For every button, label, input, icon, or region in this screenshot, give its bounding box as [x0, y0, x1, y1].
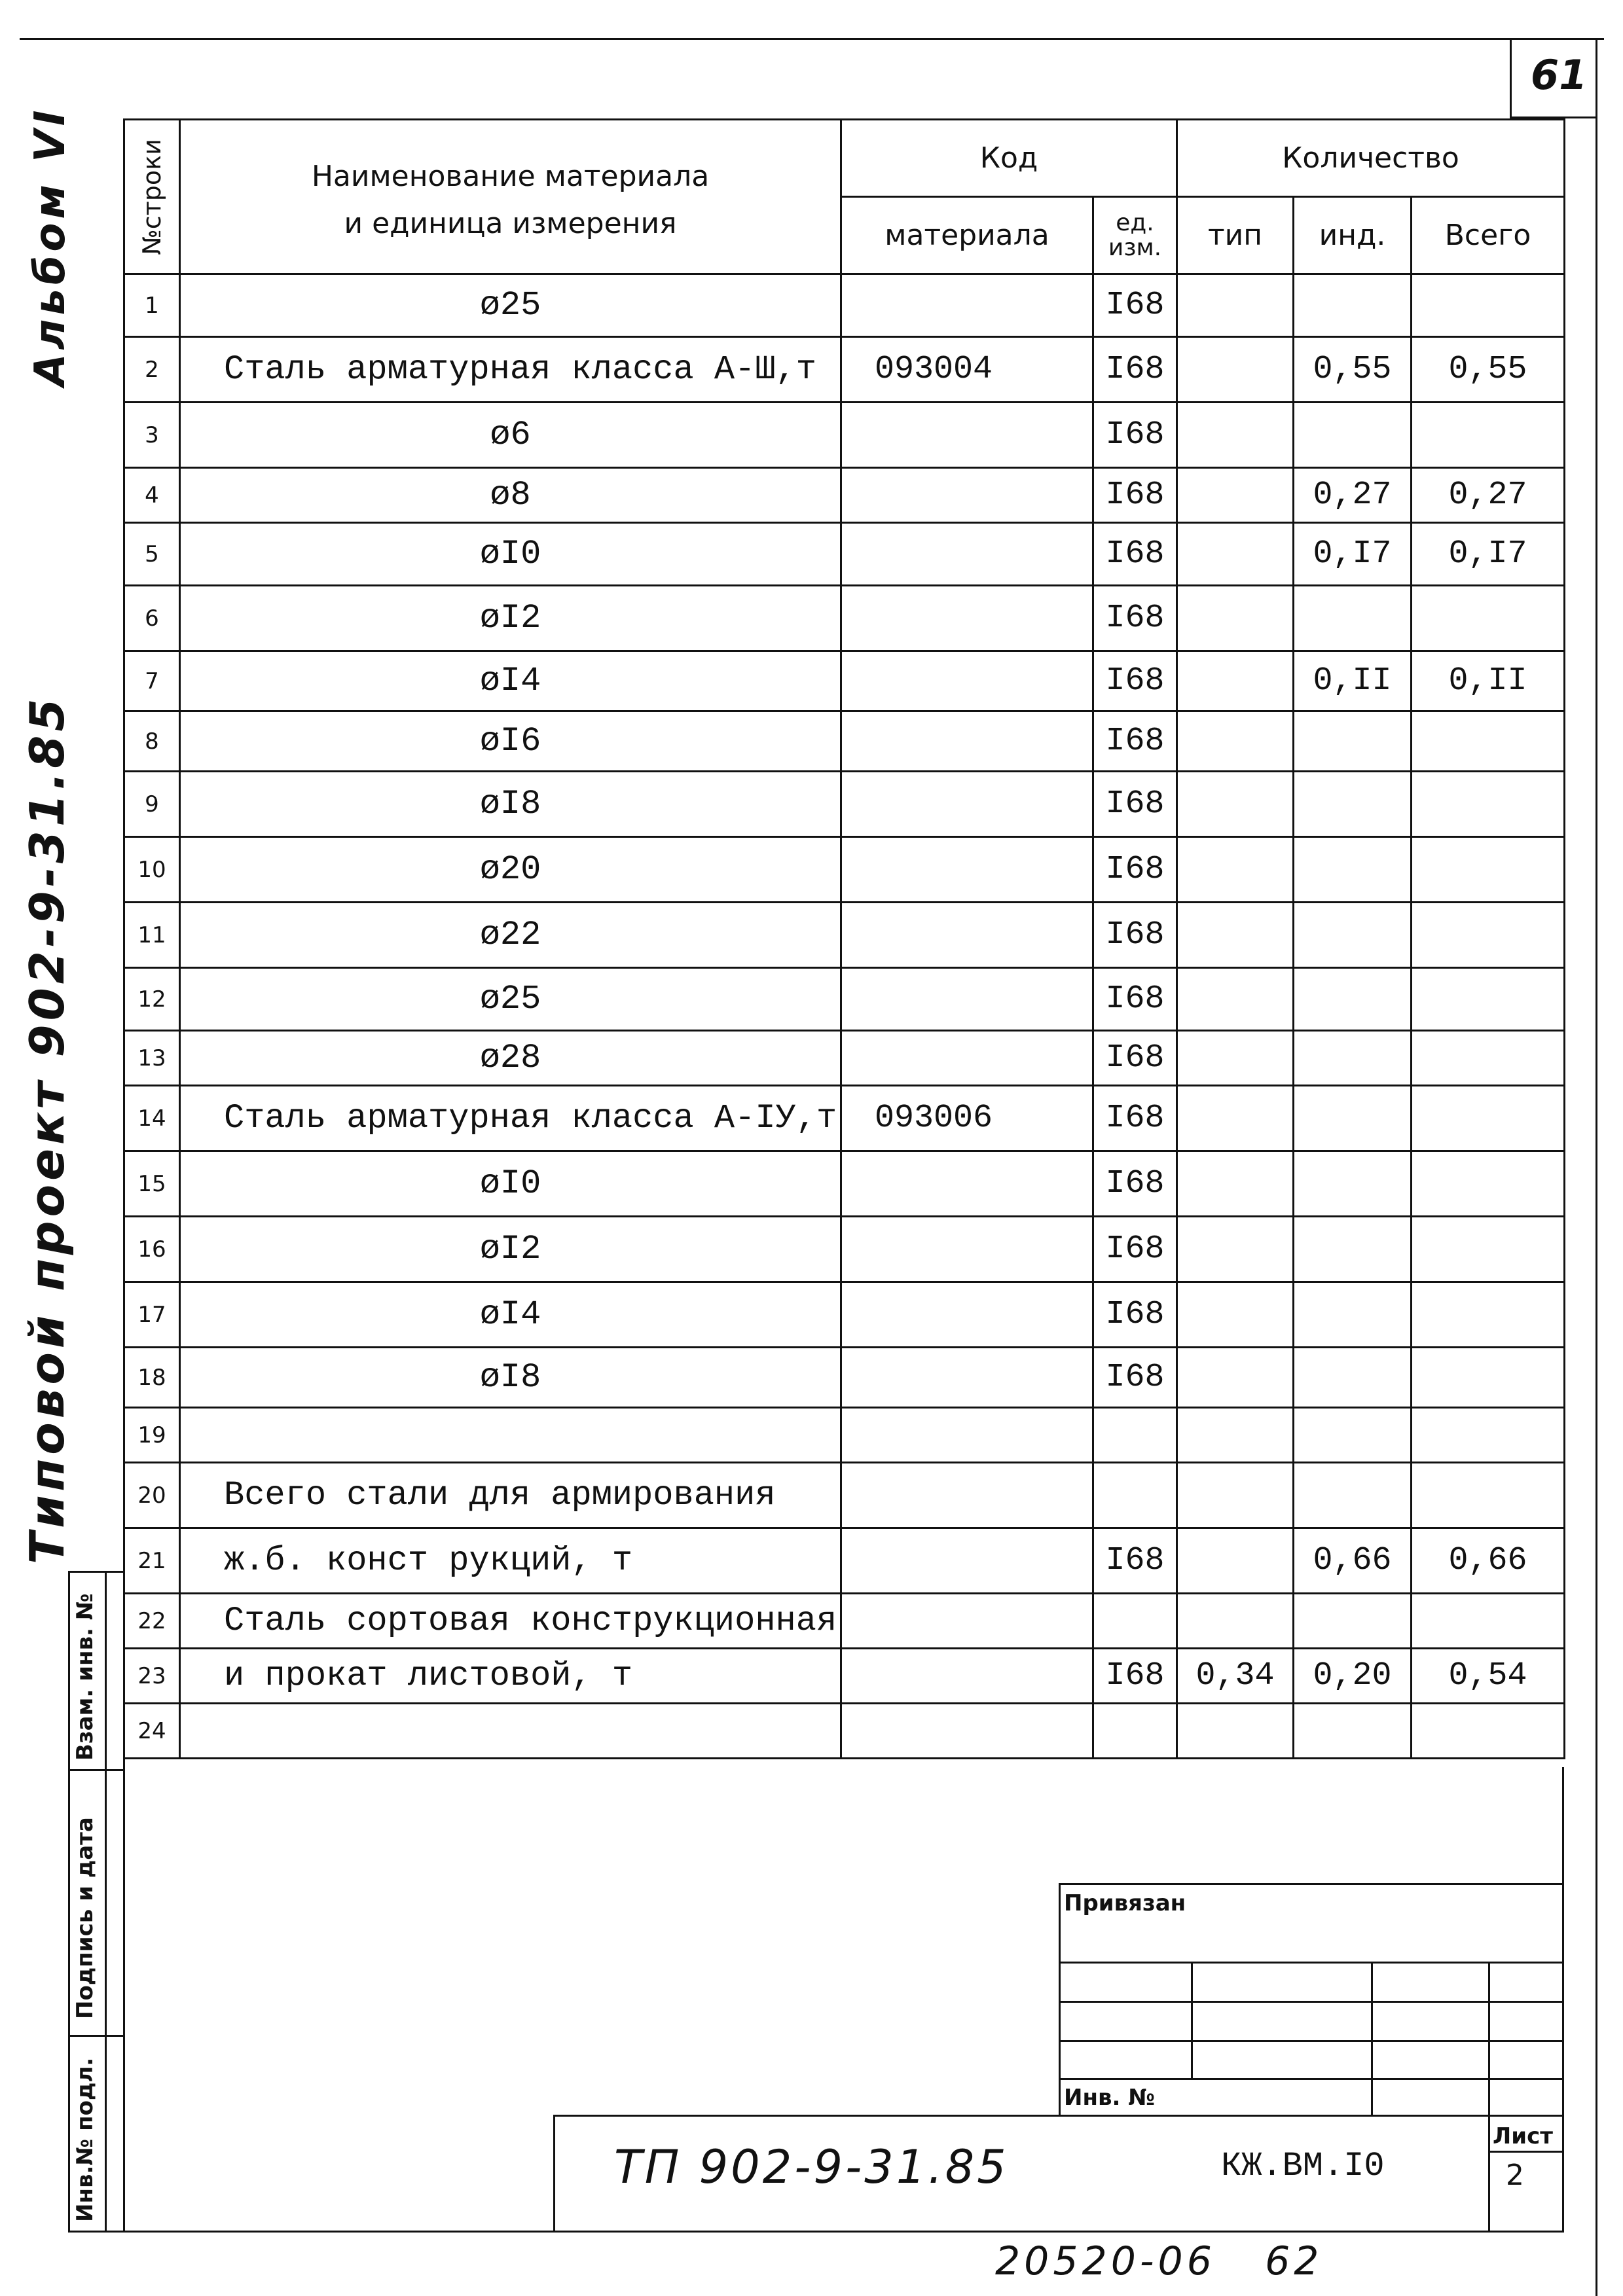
- material-name-cell: øI4: [180, 1282, 841, 1348]
- header-code-unit: ед. изм.: [1093, 197, 1177, 274]
- table-row: [124, 1086, 1565, 1151]
- unit-code-cell: [1093, 1594, 1177, 1649]
- tb-v2: [1371, 1962, 1373, 2115]
- unit-code-cell: I68: [1093, 1217, 1177, 1282]
- material-code-cell: [841, 468, 1093, 523]
- qty-type-cell: [1177, 1408, 1294, 1463]
- unit-code-cell: I68: [1093, 651, 1177, 711]
- qty-ind-cell: 0,66: [1294, 1528, 1412, 1594]
- row-number-cell: 15: [124, 1151, 180, 1217]
- row-number-cell: 7: [124, 651, 180, 711]
- material-code-cell: [841, 1217, 1093, 1282]
- qty-type-cell: [1177, 772, 1294, 837]
- qty-ind-cell: 0,I7: [1294, 523, 1412, 586]
- unit-code-cell: I68: [1093, 337, 1177, 403]
- material-code-cell: [841, 711, 1093, 772]
- unit-code-cell: [1093, 1704, 1177, 1759]
- qty-type-cell: [1177, 274, 1294, 337]
- qty-ind-cell: 0,27: [1294, 468, 1412, 523]
- material-code-cell: [841, 1528, 1093, 1594]
- qty-type-cell: [1177, 651, 1294, 711]
- row-number-cell: 5: [124, 523, 180, 586]
- material-code-cell: [841, 1282, 1093, 1348]
- material-name-cell: ø25: [180, 274, 841, 337]
- row-number-cell: 14: [124, 1086, 180, 1151]
- material-code-cell: 093004: [841, 337, 1093, 403]
- row-number-cell: 16: [124, 1217, 180, 1282]
- stamp-left: [553, 2115, 555, 2233]
- qty-total-cell: [1412, 837, 1565, 903]
- qty-type-cell: [1177, 711, 1294, 772]
- qty-total-cell: [1412, 968, 1565, 1031]
- table-row: [124, 468, 1565, 523]
- table-row: [124, 274, 1565, 337]
- qty-total-cell: [1412, 1408, 1565, 1463]
- material-name-cell: øI8: [180, 1348, 841, 1408]
- stamp-bottom: [123, 2231, 1564, 2233]
- table-row: [124, 1031, 1565, 1086]
- qty-total-cell: 0,27: [1412, 468, 1565, 523]
- left-strip-inner: [105, 1571, 107, 2233]
- table-row: [124, 903, 1565, 968]
- table-row: [124, 711, 1565, 772]
- qty-type-cell: [1177, 1217, 1294, 1282]
- qty-type-cell: [1177, 1282, 1294, 1348]
- qty-total-cell: [1412, 1151, 1565, 1217]
- header-row-number: №строки: [124, 120, 180, 274]
- row-number-cell: 3: [124, 403, 180, 468]
- table-right-extension: [1562, 1767, 1564, 2233]
- qty-type-cell: 0,34: [1177, 1649, 1294, 1704]
- qty-total-cell: [1412, 1704, 1565, 1759]
- header-qty-group: Количество: [1177, 120, 1565, 197]
- doc-code: КЖ.ВМ.I0: [1221, 2147, 1385, 2185]
- qty-type-cell: [1177, 337, 1294, 403]
- qty-type-cell: [1177, 837, 1294, 903]
- table-row: [124, 772, 1565, 837]
- unit-code-cell: I68: [1093, 1282, 1177, 1348]
- qty-total-cell: 0,55: [1412, 337, 1565, 403]
- material-name-cell: ж.б. конст рукций, т: [180, 1528, 841, 1594]
- row-number-cell: 20: [124, 1463, 180, 1528]
- tb-v1: [1191, 1962, 1193, 2078]
- qty-total-cell: 0,I7: [1412, 523, 1565, 586]
- material-code-cell: [841, 274, 1093, 337]
- qty-total-cell: 0,II: [1412, 651, 1565, 711]
- material-code-cell: [841, 772, 1093, 837]
- qty-ind-cell: 0,20: [1294, 1649, 1412, 1704]
- unit-code-cell: I68: [1093, 903, 1177, 968]
- row-number-cell: 4: [124, 468, 180, 523]
- qty-total-cell: 0,66: [1412, 1528, 1565, 1594]
- unit-code-cell: I68: [1093, 1528, 1177, 1594]
- row-number-cell: 8: [124, 711, 180, 772]
- table-row: [124, 1348, 1565, 1408]
- qty-total-cell: [1412, 1031, 1565, 1086]
- table-row: [124, 1649, 1565, 1704]
- material-name-cell: øI2: [180, 1217, 841, 1282]
- inv-podl-label: Инв.№ подл.: [72, 2057, 98, 2222]
- material-code-cell: [841, 1704, 1093, 1759]
- row-number-cell: 10: [124, 837, 180, 903]
- unit-code-cell: I68: [1093, 468, 1177, 523]
- row-number-cell: 24: [124, 1704, 180, 1759]
- table-row: [124, 1594, 1565, 1649]
- qty-type-cell: [1177, 1086, 1294, 1151]
- qty-type-cell: [1177, 1594, 1294, 1649]
- table-row: [124, 1408, 1565, 1463]
- unit-code-cell: [1093, 1408, 1177, 1463]
- material-name-cell: Сталь арматурная класса А-Ш,т: [180, 337, 841, 403]
- unit-code-cell: I68: [1093, 1031, 1177, 1086]
- unit-code-cell: I68: [1093, 1348, 1177, 1408]
- table-row: [124, 968, 1565, 1031]
- row-number-cell: 23: [124, 1649, 180, 1704]
- qty-ind-cell: [1294, 1151, 1412, 1217]
- material-code-cell: [841, 1151, 1093, 1217]
- material-name-cell: øI4: [180, 651, 841, 711]
- sheet-label: Лист: [1493, 2123, 1553, 2149]
- left-strip-div2: [68, 2035, 124, 2037]
- material-name-cell: øI2: [180, 586, 841, 651]
- row-number-cell: 13: [124, 1031, 180, 1086]
- material-name-cell: ø6: [180, 403, 841, 468]
- qty-type-cell: [1177, 1151, 1294, 1217]
- album-stamp: Альбом VI: [26, 106, 75, 386]
- table-row: [124, 403, 1565, 468]
- qty-total-cell: [1412, 1463, 1565, 1528]
- qty-total-cell: [1412, 1282, 1565, 1348]
- qty-total-cell: [1412, 1086, 1565, 1151]
- qty-ind-cell: [1294, 403, 1412, 468]
- table-row: [124, 1528, 1565, 1594]
- left-strip-top: [68, 1571, 124, 1573]
- unit-code-cell: I68: [1093, 968, 1177, 1031]
- material-code-cell: [841, 903, 1093, 968]
- material-name-cell: øI0: [180, 1151, 841, 1217]
- row-number-cell: 21: [124, 1528, 180, 1594]
- material-name-cell: ø8: [180, 468, 841, 523]
- material-code-cell: [841, 651, 1093, 711]
- qty-type-cell: [1177, 903, 1294, 968]
- qty-type-cell: [1177, 968, 1294, 1031]
- qty-total-cell: [1412, 1217, 1565, 1282]
- inv-no-label: Инв. №: [1064, 2085, 1156, 2111]
- qty-ind-cell: [1294, 1704, 1412, 1759]
- material-name-cell: Всего стали для армирования: [180, 1463, 841, 1528]
- row-number-cell: 11: [124, 903, 180, 968]
- qty-ind-cell: [1294, 586, 1412, 651]
- qty-total-cell: [1412, 1594, 1565, 1649]
- qty-total-cell: [1412, 403, 1565, 468]
- material-name-cell: Сталь арматурная класса А-IУ,т: [180, 1086, 841, 1151]
- left-strip-bottom: [68, 2231, 124, 2233]
- material-name-cell: [180, 1704, 841, 1759]
- material-name-cell: øI0: [180, 523, 841, 586]
- material-code-cell: [841, 403, 1093, 468]
- table-row: [124, 337, 1565, 403]
- material-code-cell: [841, 1594, 1093, 1649]
- qty-ind-cell: [1294, 1408, 1412, 1463]
- unit-code-cell: I68: [1093, 1151, 1177, 1217]
- row-number-cell: 2: [124, 337, 180, 403]
- row-number-cell: 9: [124, 772, 180, 837]
- row-number-cell: 17: [124, 1282, 180, 1348]
- row-number-cell: 18: [124, 1348, 180, 1408]
- table-row: [124, 586, 1565, 651]
- left-strip-outer: [68, 1571, 70, 2233]
- material-name-cell: ø28: [180, 1031, 841, 1086]
- material-name-cell: ø25: [180, 968, 841, 1031]
- qty-ind-cell: 0,II: [1294, 651, 1412, 711]
- material-name-cell: Сталь сортовая конструкционная: [180, 1594, 841, 1649]
- row-number-cell: 1: [124, 274, 180, 337]
- unit-code-cell: I68: [1093, 1649, 1177, 1704]
- table-row: [124, 523, 1565, 586]
- qty-total-cell: [1412, 1348, 1565, 1408]
- qty-ind-cell: [1294, 711, 1412, 772]
- qty-ind-cell: [1294, 772, 1412, 837]
- qty-ind-cell: [1294, 968, 1412, 1031]
- qty-type-cell: [1177, 1528, 1294, 1594]
- qty-ind-cell: [1294, 1217, 1412, 1282]
- header-code-material: материала: [841, 197, 1093, 274]
- qty-type-cell: [1177, 1463, 1294, 1528]
- qty-type-cell: [1177, 586, 1294, 651]
- designation: ТП 902-9-31.85: [614, 2140, 1009, 2194]
- qty-total-cell: [1412, 586, 1565, 651]
- material-code-cell: [841, 1463, 1093, 1528]
- right-border-line: [1596, 38, 1597, 2296]
- table-row: [124, 651, 1565, 711]
- table-row: [124, 1704, 1565, 1759]
- qty-ind-cell: [1294, 1282, 1412, 1348]
- sheet-cell-divider: [1488, 2151, 1564, 2153]
- table-row: [124, 1282, 1565, 1348]
- qty-ind-cell: [1294, 1463, 1412, 1528]
- tb-top: [1059, 1883, 1564, 1885]
- material-code-cell: [841, 1408, 1093, 1463]
- table-row: [124, 1217, 1565, 1282]
- material-code-cell: [841, 837, 1093, 903]
- qty-total-cell: 0,54: [1412, 1649, 1565, 1704]
- qty-ind-cell: [1294, 903, 1412, 968]
- page-number: 61: [1531, 51, 1588, 99]
- table-row: [124, 1463, 1565, 1528]
- material-code-cell: [841, 968, 1093, 1031]
- vzam-inv-label: Взам. инв. №: [72, 1593, 98, 1761]
- unit-code-cell: I68: [1093, 274, 1177, 337]
- qty-total-cell: [1412, 903, 1565, 968]
- left-strip-div1: [68, 1769, 124, 1771]
- material-code-cell: 093006: [841, 1086, 1093, 1151]
- unit-code-cell: [1093, 1463, 1177, 1528]
- material-code-cell: [841, 1031, 1093, 1086]
- material-name-cell: [180, 1408, 841, 1463]
- row-number-cell: 12: [124, 968, 180, 1031]
- header-name: Наименование материала и единица измерения: [180, 120, 841, 274]
- material-name-cell: ø22: [180, 903, 841, 968]
- material-code-cell: [841, 1348, 1093, 1408]
- header-qty-ind: инд.: [1294, 197, 1412, 274]
- qty-ind-cell: [1294, 1086, 1412, 1151]
- row-number-cell: 19: [124, 1408, 180, 1463]
- qty-total-cell: [1412, 772, 1565, 837]
- qty-ind-cell: [1294, 1031, 1412, 1086]
- unit-code-cell: I68: [1093, 711, 1177, 772]
- footer-number: 20520-06 62: [995, 2238, 1323, 2284]
- qty-total-cell: [1412, 274, 1565, 337]
- qty-type-cell: [1177, 1031, 1294, 1086]
- table-row: [124, 1151, 1565, 1217]
- qty-ind-cell: [1294, 837, 1412, 903]
- row-number-cell: 22: [124, 1594, 180, 1649]
- qty-type-cell: [1177, 1704, 1294, 1759]
- unit-code-cell: I68: [1093, 586, 1177, 651]
- unit-code-cell: I68: [1093, 837, 1177, 903]
- tb-v3: [1488, 1962, 1490, 2233]
- material-code-cell: [841, 1649, 1093, 1704]
- qty-ind-cell: [1294, 1348, 1412, 1408]
- row-number-cell: 6: [124, 586, 180, 651]
- page-number-divider: [1510, 38, 1512, 118]
- material-code-cell: [841, 586, 1093, 651]
- qty-type-cell: [1177, 403, 1294, 468]
- top-border-line: [20, 38, 1604, 40]
- table-row: [124, 837, 1565, 903]
- unit-code-cell: I68: [1093, 772, 1177, 837]
- qty-ind-cell: 0,55: [1294, 337, 1412, 403]
- material-code-cell: [841, 523, 1093, 586]
- unit-code-cell: I68: [1093, 1086, 1177, 1151]
- qty-ind-cell: [1294, 1594, 1412, 1649]
- material-name-cell: и прокат листовой, т: [180, 1649, 841, 1704]
- project-stamp: Типовой проект 902-9-31.85: [20, 694, 75, 1564]
- qty-type-cell: [1177, 523, 1294, 586]
- material-name-cell: øI6: [180, 711, 841, 772]
- sheet-number: 2: [1506, 2159, 1524, 2192]
- qty-type-cell: [1177, 1348, 1294, 1408]
- podpis-data-label: Подпись и дата: [72, 1817, 98, 2019]
- qty-type-cell: [1177, 468, 1294, 523]
- header-qty-total: Всего: [1412, 197, 1565, 274]
- stamp-top: [553, 2115, 1564, 2117]
- header-code-group: Код: [841, 120, 1177, 197]
- unit-code-cell: I68: [1093, 403, 1177, 468]
- privyazan-label: Привязан: [1064, 1890, 1186, 1916]
- unit-code-cell: I68: [1093, 523, 1177, 586]
- qty-ind-cell: [1294, 274, 1412, 337]
- qty-total-cell: [1412, 711, 1565, 772]
- header-qty-type: тип: [1177, 197, 1294, 274]
- material-name-cell: ø20: [180, 837, 841, 903]
- material-name-cell: øI8: [180, 772, 841, 837]
- materials-table: [123, 118, 1565, 1759]
